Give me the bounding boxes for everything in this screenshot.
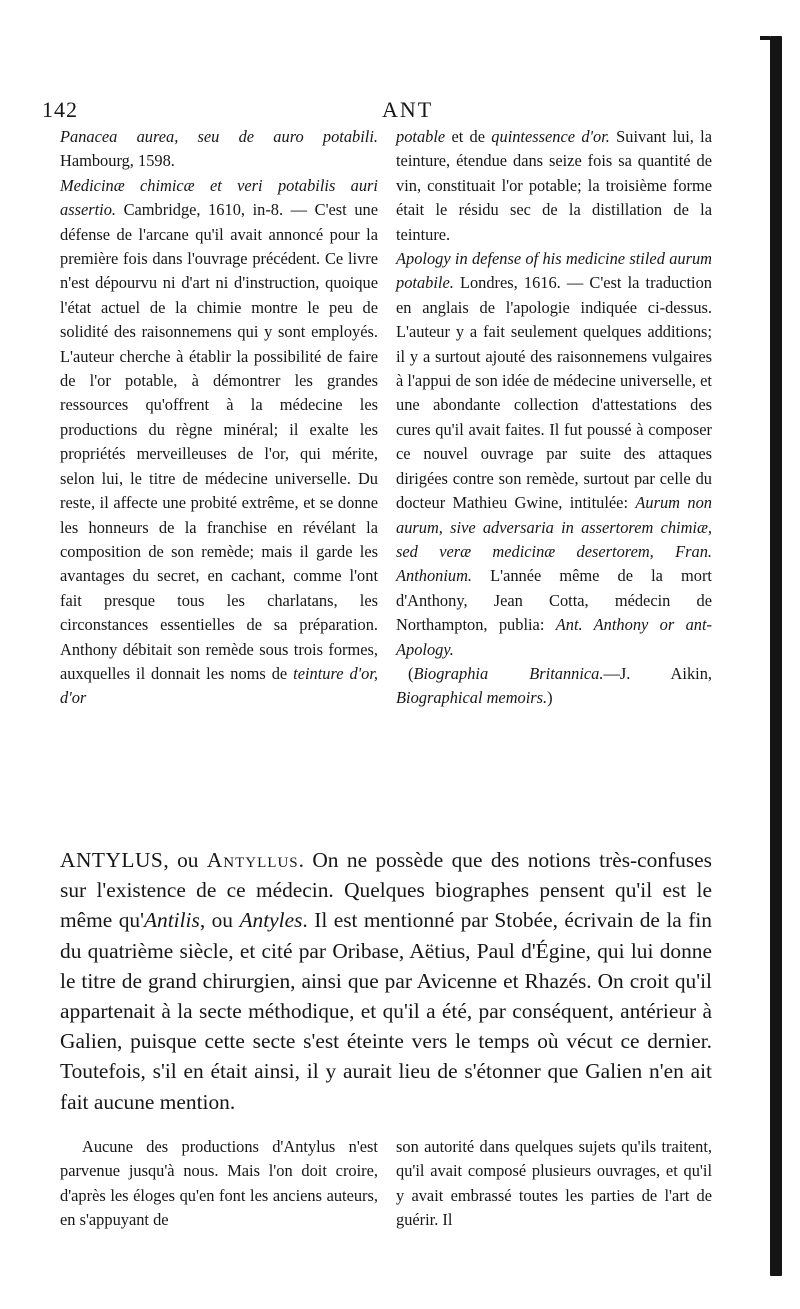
antylus-paragraph xyxy=(60,845,712,1117)
cotta-title: Ant. Anthony or ant-Apology. xyxy=(396,615,712,659)
bibliography-entry-medicinae xyxy=(60,174,378,711)
antylus-article xyxy=(60,845,712,1117)
bibliography-entry-apology xyxy=(396,247,712,662)
variant-name: Antyllus xyxy=(206,848,299,872)
gwine-title: Aurum non aurum, sive adversaria in assertorem chimiæ, sed veræ medicinæ desertorem, Fran. Anthonium. xyxy=(396,493,712,586)
entry-title: Medicinæ chimicæ et veri potabilis auri assertio. xyxy=(60,175,378,220)
entry-title: Panacea aurea, seu de auro potabili. xyxy=(60,127,378,146)
page-edge-shadow xyxy=(770,36,782,1276)
text: —J. Aikin, xyxy=(603,663,712,683)
source-citation xyxy=(396,662,712,711)
bottom-left-paragraph: Aucune des productions d'Antylus n'est parvenue jusqu'à nous. Mais l'on doit croire, d'après les éloges qu'en font les anciens auteurs, en s'appuyant de xyxy=(60,1137,378,1230)
page-edge-notch xyxy=(760,36,770,40)
entry-text: — C'est la traduction en anglais de l'apologie indiquée ci-dessus. L'auteur y a fait seulement quelques additions; il y a surtout ajouté des raisonnemens vulgaires à l'appui de son idée de médecine universelle, et une abondante collection d'attestations des cures qu'il avait faites. Il fut poussé à composer ce nouvel ouvrage par suite des attaques dirigées contre son remède, surtout par celle du docteur Mathieu Gwine, intitulée: xyxy=(396,273,713,513)
entry-italic: teinture d'or, d'or xyxy=(60,663,378,708)
text: Suivant lui, la teinture, étendue dans seize fois sa quantité de vin, constituait l'or potable; la troisième forme était le résidu sec de la distillation de la teinture. xyxy=(396,127,713,244)
text: . Il est mentionné par Stobée, écrivain de la fin du quatrième siècle, et cité par Oribase, Aëtius, Paul d'Égine, qui lui donne le titre de grand chirurgien, ainsi que par Avicenne et Rhazés. On croit qu'il appartenait à la secte méthodique, et qu'il a été, par conséquent, antérieur à Galien, puisque cette secte s'est éteinte vers le temps où vécut ce dernier. Toutefois, s'il en était ainsi, il y aurait lieu de s'étonner que Galien n'en ait fait aucune mention. xyxy=(60,908,712,1114)
left-column xyxy=(60,125,378,711)
bottom-left-column xyxy=(60,1135,378,1233)
page-header xyxy=(42,97,732,127)
italic-text: Biographia Britannica. xyxy=(413,663,604,683)
running-head: ANT xyxy=(382,97,434,122)
entry-place: Hambourg, 1598. xyxy=(60,151,175,171)
italic-text: Biographical memoirs. xyxy=(396,688,548,708)
italic-text: potable xyxy=(396,127,446,146)
paren: ( xyxy=(408,663,414,683)
page-number: 142 xyxy=(42,97,78,122)
entry-title: Apology in defense of his medicine stiled aurum potabile. xyxy=(396,249,712,293)
bottom-right-column xyxy=(396,1135,712,1233)
entry-place: Londres, 1616. xyxy=(453,273,561,293)
text: , ou xyxy=(163,848,207,872)
entry-text: — C'est une défense de l'arcane qu'il avait annoncé pour la première fois dans l'ouvrage précédent. Ce livre n'est dépourvu ni d'art ni d'instruction, quoique l'état actuel de la chimie montre le peu de solidité des raisonnemens qui y sont employés. L'auteur cherche à établir la possibilité de faire de l'or potable, à démontrer les grandes ressources qu'offrent à la médecine les productions du règne minéral; il exalte les propriétés merveilleuses de l'or, qui mérite, selon lui, le titre de médecine universelle. Du reste, il affecte une probité extrême, et se donne les honneurs de la franchise en révélant la composition de son remède; mais il garde les avantages du secret, en cachant, comme l'ont fait presque tous les charlatans, les circonstances essentielles de sa préparation. Anthony débitait son remède sous trois formes, auxquelles il donnait les noms de xyxy=(60,200,378,683)
headword: ANTYLUS xyxy=(60,848,164,872)
text: et de xyxy=(445,127,492,146)
continued-paragraph xyxy=(396,125,712,247)
bottom-right-paragraph: son autorité dans quelques sujets qu'ils traitent, qu'il avait composé plusieurs ouvrages, et qu'il y avait embrassé toutes les parties de l'art de guérir. Il xyxy=(396,1137,712,1230)
text: . On ne possède que des notions très-confuses sur l'existence de ce médecin. Quelques biographes pensent qu'il est le même qu' xyxy=(60,848,712,933)
text: , ou xyxy=(199,908,240,933)
italic-name: Antyles xyxy=(239,908,303,933)
entry-place: Cambridge, 1610, in-8. xyxy=(116,200,284,220)
italic-text: quintessence d'or. xyxy=(491,127,610,146)
italic-name: Antilis xyxy=(143,908,200,933)
text: L'année même de la mort d'Anthony, Jean Cotta, médecin de Northampton, publia: xyxy=(396,566,712,635)
right-column xyxy=(396,125,712,711)
bibliography-entry-panacea xyxy=(60,125,378,174)
paren: ) xyxy=(547,688,553,708)
